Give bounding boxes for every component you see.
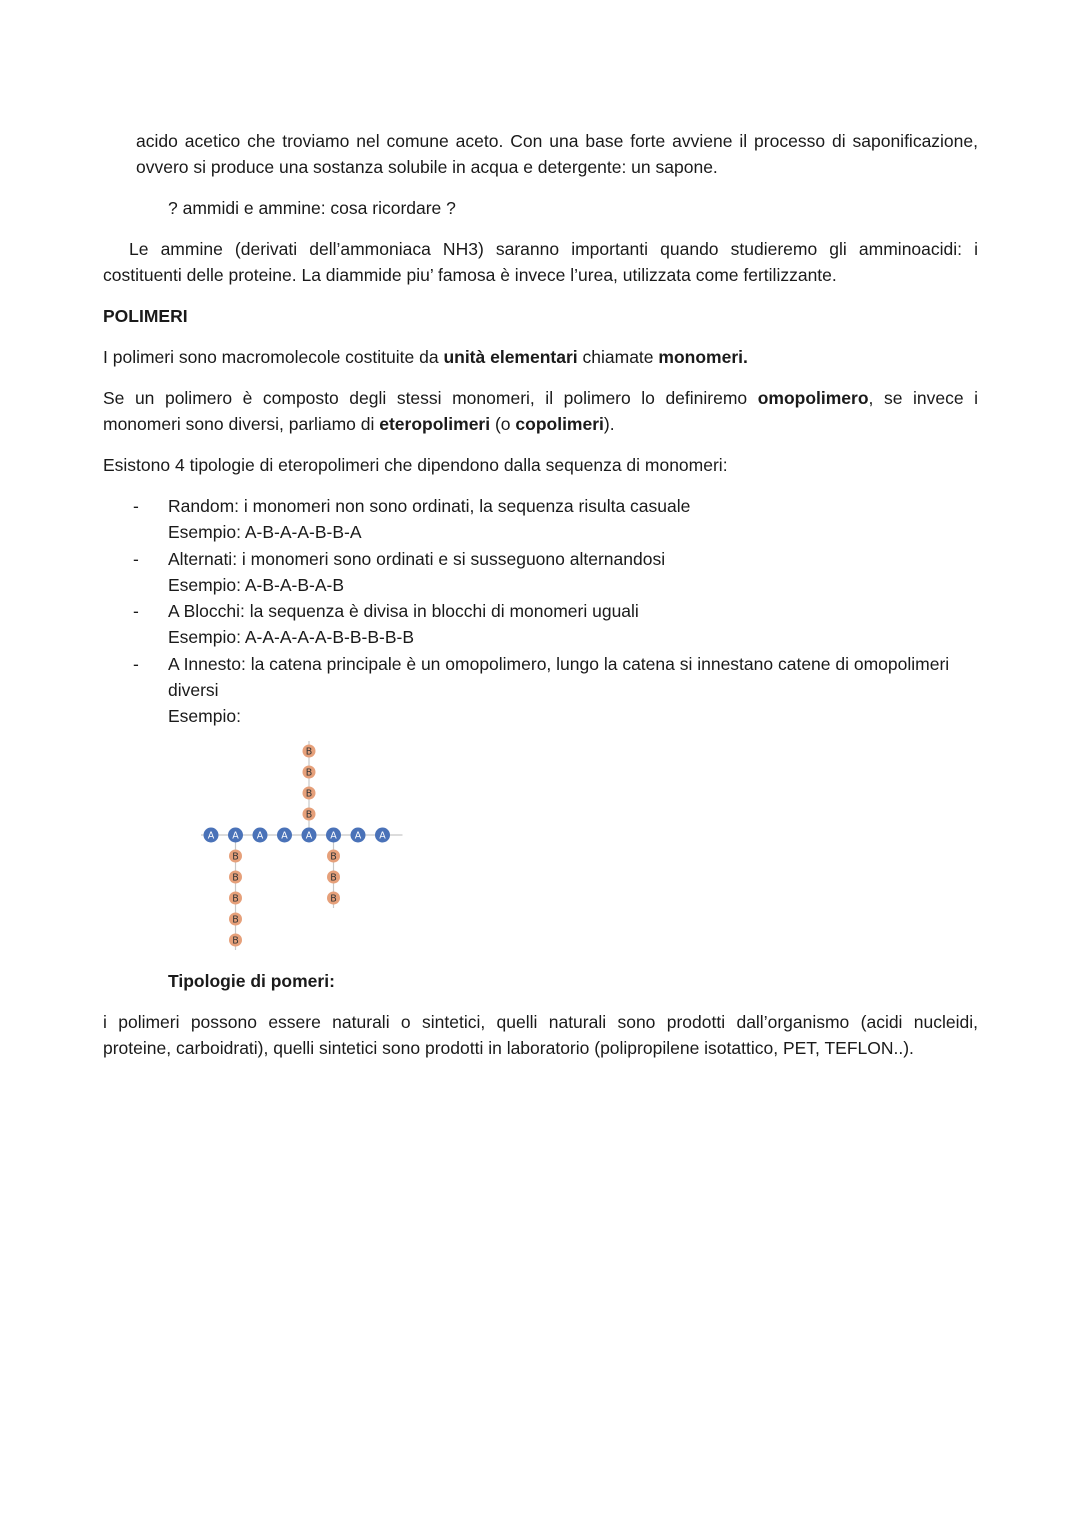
monomer-a <box>326 828 341 843</box>
monomer-b-label: B <box>232 893 239 905</box>
section-heading: POLIMERI <box>103 306 188 326</box>
monomer-b-label: B <box>305 788 313 800</box>
monomer-b-label: B <box>305 809 313 821</box>
definition-paragraph <box>103 344 978 370</box>
list-item-desc: A Blocchi: la sequenza è divisa in blocchi di monomeri uguali <box>168 601 639 621</box>
list-intro: Esistono 4 tipologie di eteropolimeri che dipendono dalla sequenza di monomeri: <box>103 455 728 475</box>
subheading-types: Tipologie di pomeri: <box>168 971 335 991</box>
monomer-a-label: A <box>207 830 215 842</box>
list-dash-1: - <box>133 496 139 516</box>
monomer-b <box>303 787 316 800</box>
monomer-a-label: A <box>281 830 288 842</box>
types-line-1 <box>103 385 978 411</box>
list-dash-4: - <box>133 654 139 674</box>
definition-text-mid: chiamate <box>577 347 659 367</box>
monomer-b <box>229 913 242 926</box>
list-item-desc: Random: i monomeri non sono ordinati, la sequenza risulta casuale <box>168 496 691 516</box>
monomer-a-label: A <box>305 830 313 842</box>
monomer-b <box>229 892 242 905</box>
monomer-a-label: A <box>330 830 337 842</box>
monomer-b-label: B <box>330 872 337 884</box>
monomer-a <box>204 828 219 843</box>
monomer-b-label: B <box>305 746 313 758</box>
ammine-line-1: Le ammine (derivati dell’ammoniaca NH3) saranno importanti quando studieremo gli amminoacidi: i <box>129 239 978 259</box>
monomer-b <box>327 892 340 905</box>
list-dash-3: - <box>133 601 139 621</box>
monomer-b-label: B <box>232 851 239 863</box>
list-item-example: Esempio: A-B-A-A-B-B-A <box>168 522 362 542</box>
monomer-b <box>229 871 242 884</box>
list-item-alternati <box>168 546 980 598</box>
types-text-end: ). <box>603 414 615 434</box>
monomer-a <box>277 828 292 843</box>
monomer-b-label: B <box>330 851 337 863</box>
types-text: Se un polimero è composto degli stessi monomeri, il polimero lo definiremo <box>103 388 758 408</box>
monomer-b <box>303 745 316 758</box>
list-item-example: Esempio: A-B-A-B-A-B <box>168 575 345 595</box>
types-text-mid: , se invece i <box>868 388 978 408</box>
monomer-a-label: A <box>379 830 386 842</box>
monomer-b-label: B <box>232 935 239 947</box>
monomer-b <box>229 850 242 863</box>
types-text-paren: (o <box>490 414 516 434</box>
list-item-example: Esempio: A-A-A-A-A-B-B-B-B-B <box>168 627 415 647</box>
monomer-a-label: A <box>256 830 264 842</box>
closing-line-2: proteine, carboidrati), quelli sintetici sono prodotti in laboratorio (polipropilene isotattico, PET, TEFLON..). <box>103 1038 914 1058</box>
definition-bold-units: unità elementari <box>443 347 578 367</box>
definition-text: I polimeri sono macromolecole costituite da <box>103 347 444 367</box>
closing-line-1: i polimeri possono essere naturali o sintetici, quelli naturali sono prodotti dall’organismo (acidi nucleidi, <box>103 1012 978 1032</box>
types-bold-eteropolimeri: eteropolimeri <box>379 414 491 434</box>
monomer-b-label: B <box>305 767 313 779</box>
list-item-innesto <box>168 651 980 729</box>
monomer-b <box>303 808 316 821</box>
list-item-random <box>168 493 980 545</box>
intro-line-1: acido acetico che troviamo nel comune aceto. Con una base forte avviene il processo di saponificazione, <box>136 131 978 151</box>
monomer-b-label: B <box>330 893 337 905</box>
list-item-desc: Alternati: i monomeri sono ordinati e si susseguono alternandosi <box>168 549 666 569</box>
monomer-a <box>351 828 366 843</box>
monomer-a <box>253 828 268 843</box>
monomer-b-label: B <box>232 872 239 884</box>
types-line-2 <box>103 411 978 437</box>
graft-copolymer-diagram <box>190 738 410 958</box>
ammine-line-2: costituenti delle proteine. La diammide piu’ famosa è invece l’urea, utilizzata come fertilizzante. <box>103 265 837 285</box>
monomer-b <box>229 934 242 947</box>
monomer-a-label: A <box>232 830 239 842</box>
monomer-b <box>303 766 316 779</box>
monomer-a <box>228 828 243 843</box>
monomer-a <box>302 828 317 843</box>
question-line: ? ammidi e ammine: cosa ricordare ? <box>168 198 456 218</box>
monomer-b <box>327 871 340 884</box>
types-bold-copolimeri: copolimeri <box>515 414 604 434</box>
list-item-desc-cont: diversi <box>168 680 219 700</box>
types-text-2: monomeri sono diversi, parliamo di <box>103 414 380 434</box>
types-bold-omopolimero: omopolimero <box>757 388 869 408</box>
intro-line-2: ovvero si produce una sostanza solubile in acqua e detergente: un sapone. <box>136 157 718 177</box>
monomer-b-label: B <box>232 914 239 926</box>
list-item-blocchi <box>168 598 980 650</box>
monomer-b <box>327 850 340 863</box>
list-item-example: Esempio: <box>168 706 241 726</box>
list-dash-2: - <box>133 549 139 569</box>
monomer-a-label: A <box>354 830 362 842</box>
monomer-a <box>375 828 390 843</box>
list-item-desc: A Innesto: la catena principale è un omopolimero, lungo la catena si innestano catene di omopolimeri <box>168 654 950 674</box>
definition-bold-monomers: monomeri. <box>658 347 748 367</box>
